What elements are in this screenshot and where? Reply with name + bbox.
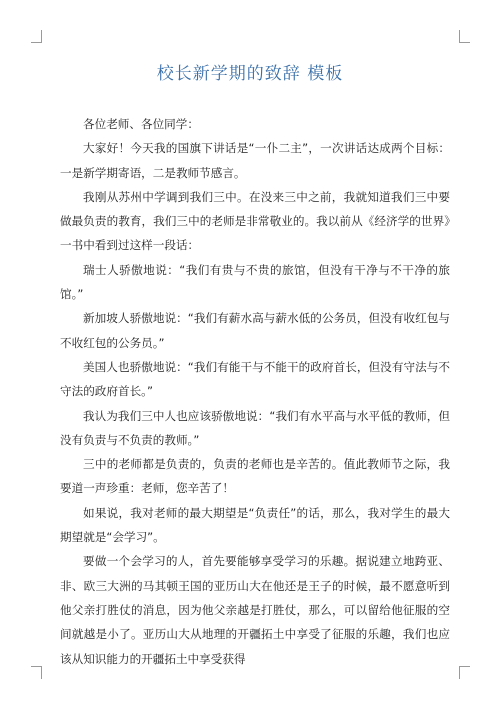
paragraph: 大家好！今天我的国旗下讲话是“一仆二主”，一次讲话达成两个目标：一是新学期寄语，二是教师节感言。 xyxy=(60,141,450,180)
paragraph: 我刚从苏州中学调到我们三中。在没来三中之前，我就知道我们三中要做最负责的教育，我们三中的老师是非常敬业的。我以前从《经济学的世界》一书中看到过这样一段话： xyxy=(60,189,450,253)
document-body xyxy=(60,112,450,671)
paragraph: 如果说，我对老师的最大期望是“负责任”的话，那么，我对学生的最大期望就是“会学习”。 xyxy=(60,505,450,545)
paragraph: 新加坡人骄傲地说：“我们有薪水高与薪水低的公务员，但没有收红包与不收红包的公务员。” xyxy=(60,311,450,350)
paragraph-greeting: 各位老师、各位同学： xyxy=(83,117,199,131)
crop-mark-bottom-left xyxy=(31,666,42,679)
paragraph: 要做一个会学习的人，首先要能够享受学习的乐趣。据说建立地跨亚、非、欧三大洲的马其顿王国的亚历山大在他还是王子的时候，最不愿意听到他父亲打胜仗的消息，因为他父亲越是打胜仗，那么，可以留给他征服的空间就越是小了。亚历山大从地理的开疆拓土中享受了征服的乐趣，我们也应该从知识能力的开疆拓土中享受获得 xyxy=(60,554,450,666)
crop-mark-bottom-right xyxy=(459,666,470,679)
paragraph: 三中的老师都是负责的，负责的老师也是辛苦的。值此教师节之际，我要道一声珍重：老师，您辛苦了！ xyxy=(60,457,450,496)
paragraph: 美国人也骄傲地说：“我们有能干与不能干的政府首长，但没有守法与不守法的政府首长。” xyxy=(60,359,450,399)
crop-mark-top-left xyxy=(31,30,42,43)
paragraph: 我认为我们三中人也应该骄傲地说：“我们有水平高与水平低的教师，但没有负责与不负责的教师。” xyxy=(60,408,450,447)
paragraph: 瑞士人骄傲地说：“我们有贵与不贵的旅馆，但没有干净与不干净的旅馆。” xyxy=(60,262,450,302)
document-title: 校长新学期的致辞 模板 xyxy=(156,64,344,84)
crop-mark-top-right xyxy=(459,30,470,43)
